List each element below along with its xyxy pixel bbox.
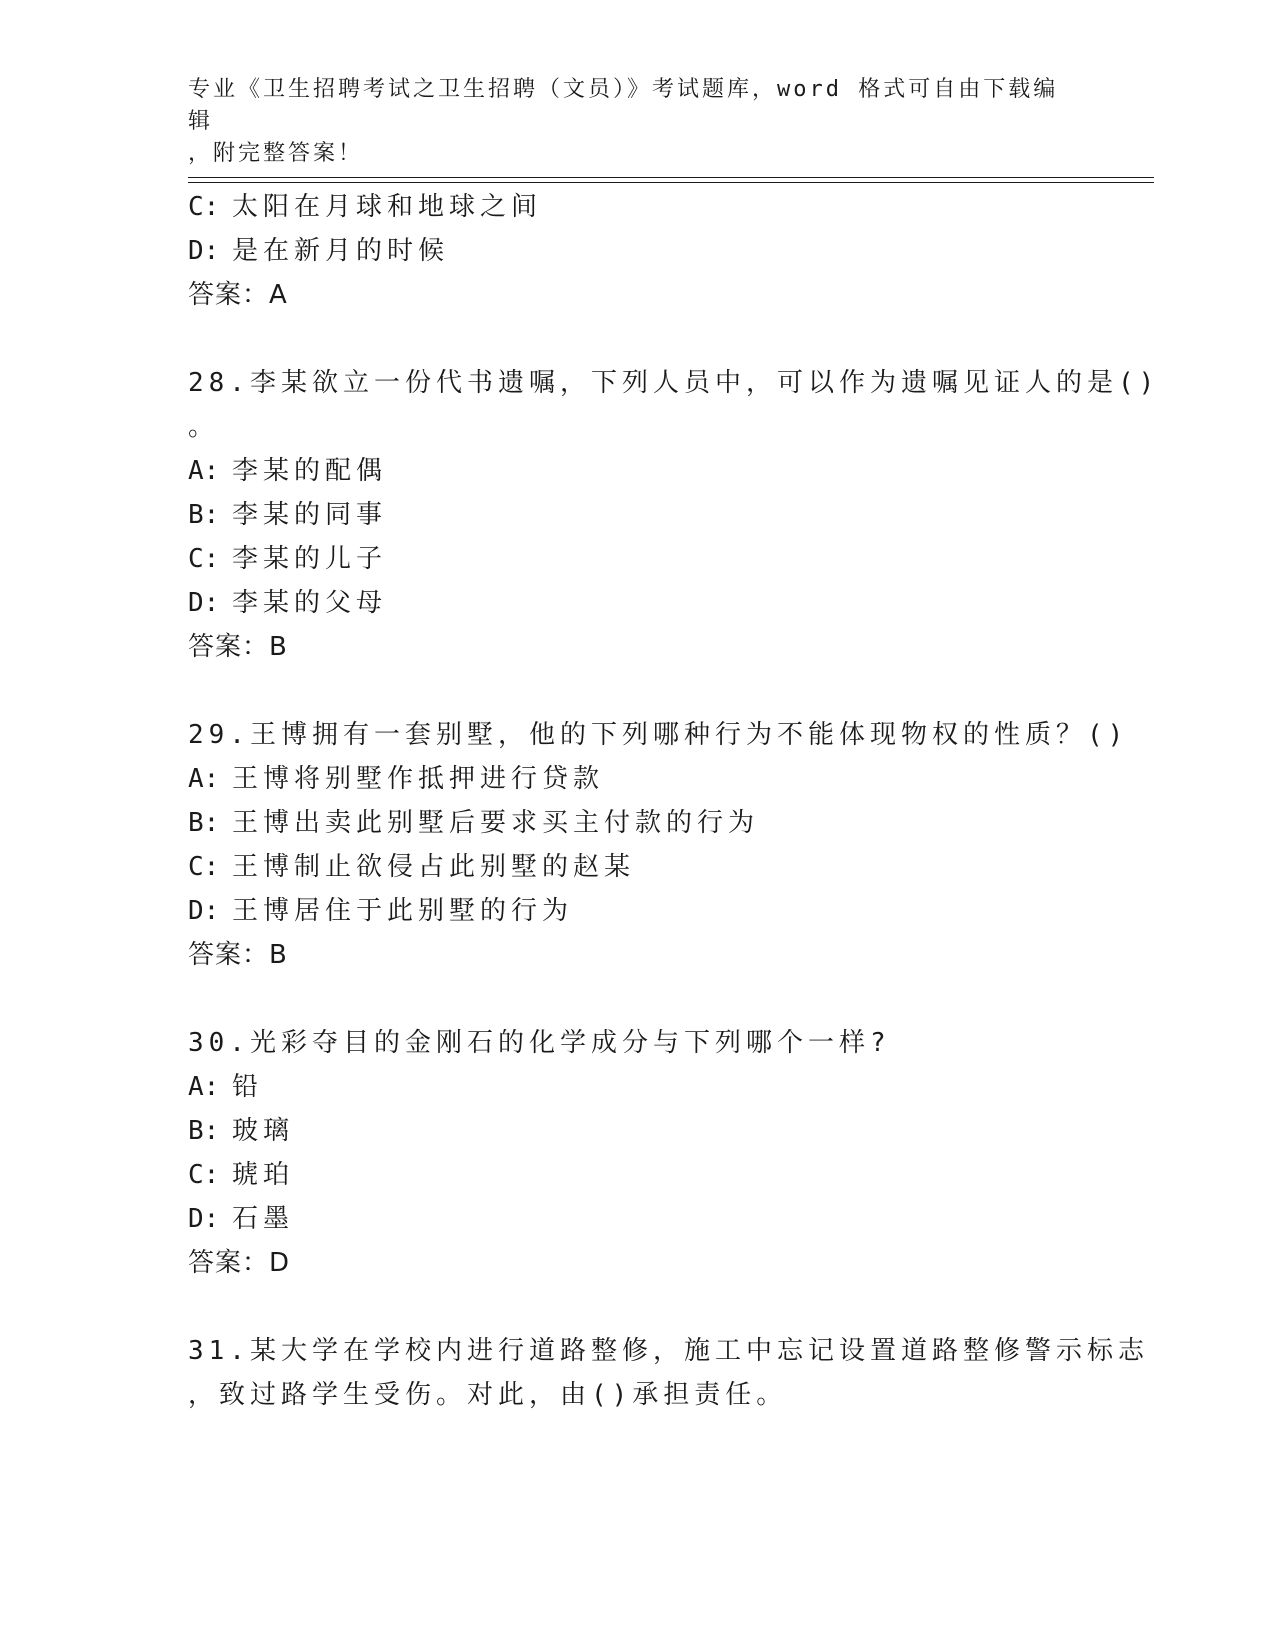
- option-key: C:: [188, 192, 220, 222]
- option-key: C:: [188, 1160, 220, 1190]
- option-text: 玻璃: [232, 1116, 295, 1146]
- q29-option-c: [188, 850, 635, 884]
- option-key: D:: [188, 588, 220, 618]
- document-header: [188, 74, 1068, 170]
- q30-option-a: [188, 1070, 263, 1104]
- q29-option-a: [188, 762, 604, 796]
- q29-stem-line-1: 29.王博拥有一套别墅，他的下列哪种行为不能体现物权的性质？(): [188, 720, 1129, 750]
- option-text: 王博将别墅作抵押进行贷款: [232, 764, 605, 794]
- option-text: 石墨: [232, 1204, 295, 1234]
- option-text: 李某的儿子: [232, 544, 388, 574]
- option-key: B:: [188, 1116, 220, 1146]
- q30-option-c: [188, 1158, 294, 1192]
- option-text: 王博居住于此别墅的行为: [232, 896, 574, 926]
- q30-option-b: [188, 1114, 294, 1148]
- q28-option-d: [188, 586, 387, 620]
- option-text: 李某的配偶: [232, 456, 388, 486]
- option-key: D:: [188, 896, 220, 926]
- prev-answer: 答案：A: [188, 280, 288, 310]
- option-text: 太阳在月球和地球之间: [232, 192, 543, 222]
- q28-stem-line-2: 。: [188, 412, 220, 442]
- option-key: A:: [188, 1072, 220, 1102]
- option-key: B:: [188, 808, 220, 838]
- option-text: 是在新月的时候: [232, 236, 450, 266]
- header-line-1: 专业《卫生招聘考试之卫生招聘（文员）》考试题库，word 格式可自由下载编辑: [188, 77, 1059, 134]
- header-line-2: ，附完整答案！: [188, 141, 364, 166]
- q30-option-d: [188, 1202, 294, 1236]
- q30-stem-line-1: 30.光彩夺目的金刚石的化学成分与下列哪个一样?: [188, 1028, 891, 1058]
- option-key: B:: [188, 500, 220, 530]
- option-key: A:: [188, 764, 220, 794]
- q28-stem-line-1: 28.李某欲立一份代书遗嘱，下列人员中，可以作为遗嘱见证人的是(): [188, 368, 1160, 398]
- prev-option-c: [188, 190, 542, 224]
- header-rule-top: [188, 177, 1154, 178]
- q31-stem-line-2: ，致过路学生受伤。对此，由()承担责任。: [188, 1380, 788, 1410]
- q28-option-b: [188, 498, 387, 532]
- q29-answer: 答案：B: [188, 940, 288, 970]
- q29-option-b: [188, 806, 759, 840]
- option-text: 王博制止欲侵占此别墅的赵某: [232, 852, 636, 882]
- q28-answer: 答案：B: [188, 632, 288, 662]
- option-text: 李某的同事: [232, 500, 388, 530]
- option-key: D:: [188, 236, 220, 266]
- option-key: D:: [188, 1204, 220, 1234]
- option-key: A:: [188, 456, 220, 486]
- option-text: 王博出卖此别墅后要求买主付款的行为: [232, 808, 760, 838]
- q28-option-a: [188, 454, 387, 488]
- q29-option-d: [188, 894, 573, 928]
- option-text: 铅: [232, 1072, 264, 1102]
- option-text: 李某的父母: [232, 588, 388, 618]
- q28-option-c: [188, 542, 387, 576]
- option-text: 琥珀: [232, 1160, 295, 1190]
- prev-option-d: [188, 234, 449, 268]
- header-rule-bottom: [188, 182, 1154, 183]
- q30-answer: 答案：D: [188, 1248, 291, 1278]
- q31-stem-line-1: 31.某大学在学校内进行道路整修，施工中忘记设置道路整修警示标志: [188, 1336, 1149, 1366]
- option-key: C:: [188, 544, 220, 574]
- option-key: C:: [188, 852, 220, 882]
